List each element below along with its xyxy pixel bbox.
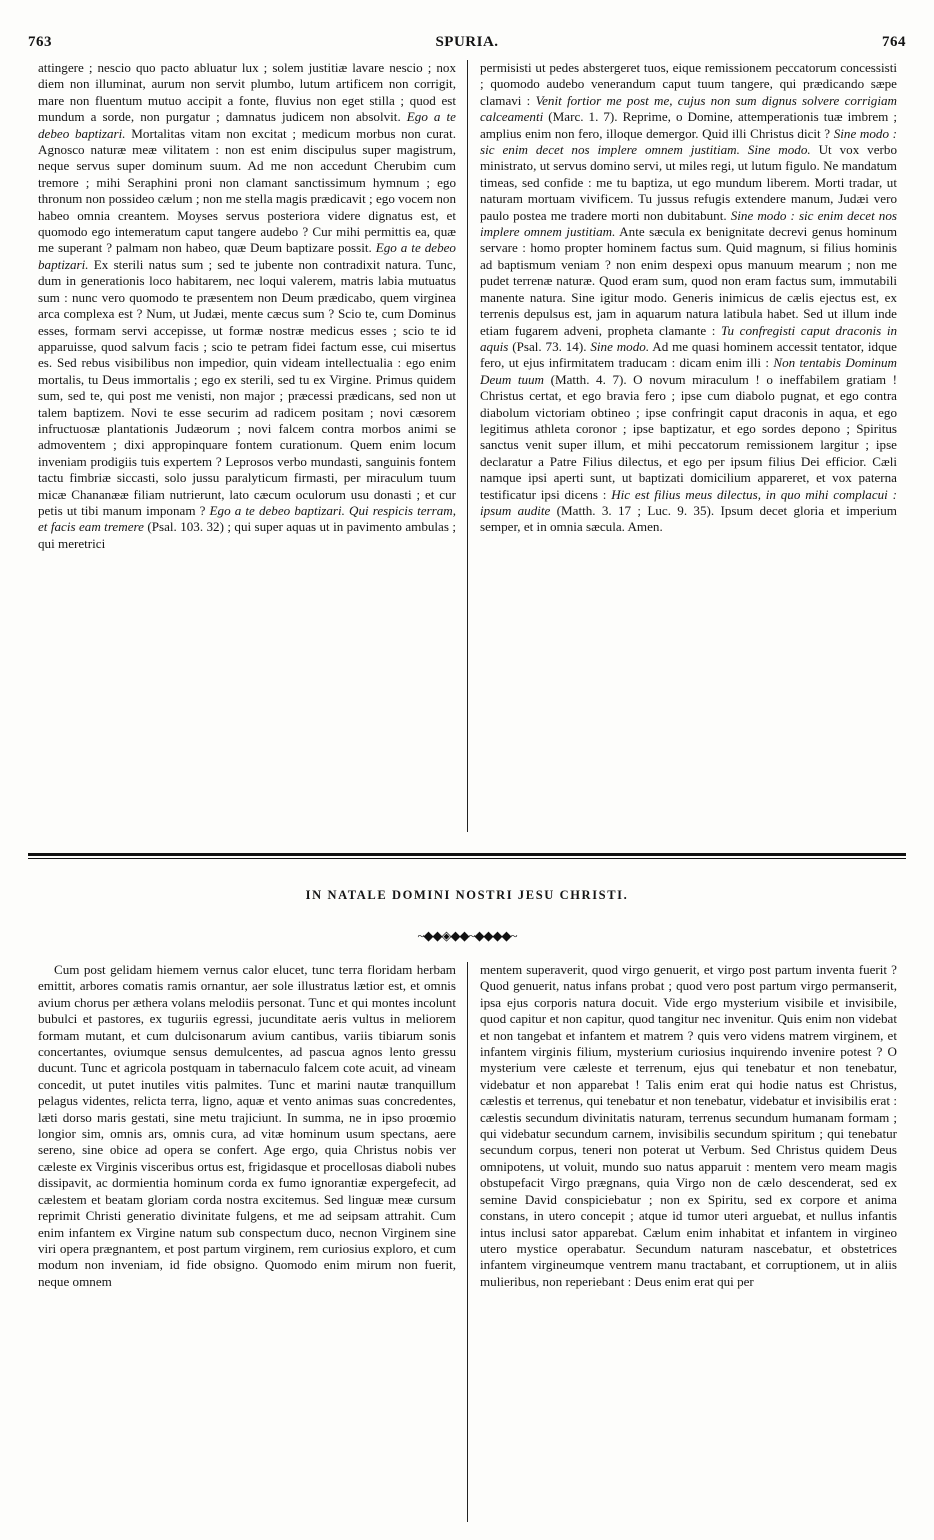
scripture-quote: Sine modo. <box>586 338 650 354</box>
body-text: Ad me quasi hominem accessit tentator, idque fero, ut ejus infirmitatem traducam : dicam enim illi : <box>480 338 897 371</box>
body-text: Ut vox verbo ministrato, ut servus domino servi, ut miles regi, ut lutum figulo. Ne mandatum timeas, sed confide : me tu baptiza, ut ego mundum liberem. Morti tradar, ut naturam mortuam vivificem. Tu jussus refugis extendere manum, Judæi vero paulo postea me tradere morti non dubitabunt. <box>480 142 897 223</box>
scripture-quote: Ego a te debeo baptizari. Qui respicis terram, et facis eam tremere <box>38 502 456 535</box>
decorative-ornament-icon: ~◆◆◈◆◆~◆◆◆◆~ <box>417 928 517 943</box>
running-title: SPURIA. <box>435 34 499 50</box>
column-bottom-left <box>38 962 456 1522</box>
scripture-quote: Sine modo : sic enim decet nos implere omnem justitiam. Sine modo. <box>480 125 897 158</box>
section-rule-thin <box>28 858 906 859</box>
citation: (Matth. 3. 17 ; Luc. 9. 35). <box>550 502 715 518</box>
scripture-quote: Venit fortior me post me, cujus non sum dignus solvere corrigiam calceamenti <box>480 92 897 125</box>
paragraph <box>38 60 456 552</box>
section-title: IN NATALE DOMINI NOSTRI JESU CHRISTI. <box>305 888 629 902</box>
paragraph: mentem superaverit, quod virgo genuerit, et virgo post partum inventa fuerit ? Quod genuerit, natus infans probat ; quod vero post partum virgo permanserit, ipsa ejus corporis natura docuit. Vide ergo mysterium visibile et invisibile, quod capitur et non capitur, quod tangitur nec invenitur. Quis enim non videbat et non tangebat et infantem et matrem ? quis vero videns matrem virginem, et infantem virginis filium, mysterium curiosius inquirendo invenire potest ? O mysterium vere cæleste et terrenum, ejus qui tenebatur et non tenebatur, videbatur et non apparebat ! Talis enim erat qui hodie natus est Christus, cælestis et terrenus, qui tenebatur et non tenebatur, videbatur et invisibilis erat : cælestis secundum divinitatis naturam, terrenus secundum humanam formam ; qui videbatur secundum carnem, invisibilis secundum spiritum ; qui tenebatur secundum corpus, teneri non poterat ut Verbum. Sed Christus quidem Deus omnipotens, ut voluit, mundo suo natus apparuit : mentem vero meam magis obstupefacit Virgo prægnans, quia Virgo non de cælo descenderat, sed ex semine David conspiciebatur ; non ex Spiritu, sed ex corpore et anima constans, in utero concepit ; atque id tumor uteri arguebat, et nullus infantis intus inclusi sator apparebat. Cælum enim inhabitat et infantem in virgineo utero mystice operabatur. Secundum naturam nascebatur, et obstetrices infantem virgineumque ventrem manu tractabant, et corruptionem, ut in aliis mulieribus, non reperiebant : Deus enim erat qui per <box>480 962 897 1289</box>
column-divider <box>467 962 468 1522</box>
scripture-quote: Ego a te debeo baptizari. <box>38 109 456 141</box>
scripture-quote: Tu confregisti caput draconis in aquis <box>480 322 897 354</box>
body-text: permisisti ut pedes abstergeret tuos, eique remissionem peccatorum concessisti ; quomodo audebo venerandum caput tuum tangere, qui prædicando sæpe clamavi : <box>480 60 897 108</box>
paragraph <box>480 60 897 536</box>
scripture-quote: Non tentabis Dominum Deum tuum <box>480 355 897 387</box>
column-top-right <box>480 60 897 835</box>
section-rule-thick <box>28 853 906 856</box>
body-text: O novum miraculum ! o ineffabilem gratiam ! Christus certat, et ego bravia fero ; ipse cum diabolo pugnat, et ego contra diabolum victoriam obtineo ; ipse confringit caput draconis in aqua, et ego legitimus athleta coronor ; ipse baptizatur, et ego sordes depono ; Spiritus sanctus venit super illum, et mihi peccatorum remissionem largitur ; ipse declaratur a Patre Filius dilectus, et ego per ipsum filius Dei efficior. Cæli namque ipsi aperti sunt, ut baptizati domicilium appareret, et vox paterna testificatur ipsi dicens : <box>480 371 897 502</box>
body-text: Mortalitas vitam non excitat ; medicum morbus non curat. Agnosco naturæ meæ vilitatem : non est enim discipulus super magistrum, neque servus super dominum suum. Ad me non accedunt Cherubim cum tremore ; mihi Seraphini proni non clamant sanctissimum hymnum ; ego thronum non possideo cælum ; non me stella magis prædicavit ; ego vocem non habeo omnia creantem. Moyses servus posteriora videre dignatus est, et quomodo ego intemeratum caput tangere audebo ? Cur mihi permittis ea, quæ me superant ? palmam non habeo, quæ Deum baptizare possit. <box>38 125 456 256</box>
column-top-left <box>38 60 456 835</box>
column-bottom-right <box>480 962 897 1522</box>
paragraph: Cum post gelidam hiemem vernus calor elucet, tunc terra floridam herbam emittit, arbores comatis ramis ornantur, aer sole illustratus lætior est, et omnis avium chorus per æthera volans melodiis personat. Tunc et qui montes incolunt bubulci et pastores, ex tuguriis egressi, jucunditate aeris vultus in meliorem formam mutant, et cum dulcisonarum avium cantibus, variis tibiarum sonis concertantes, oviumque sensus demulcentes, ad pascua agnos lento gressu ducunt. Tunc et agricola postquam in tabernaculo falcem cote acuit, ad vineam concedit, ut putet inutiles vitis palmites. Tunc et marini nautæ tranquillum pelagus videntes, relicta terra, ligno, aquæ et vento animas suas concredentes, læti dorso maris gestati, sine metu trajiciunt. In summa, ne in ipso proœmio longior sim, omnis ars, omnis cura, ad vitæ hominum usum spectans, aere sereno, sine obice ad opera se confert. Age ergo, quia Christus nobis ver cæleste ex Virginis visceribus ortus est, frigidasque et procellosas diaboli nubes dissipavit, ac dormientia hominum corda ex fumo ignorantiæ expergefecit, ad cælestem et beatam gloriam corda nostra excitemus. Sed linguæ meæ cursum reprimit Christi generatio divinitate fulgens, et me ad seipsam attrahit. Cum enim infantem ex Virgine natum sub conspectum duco, necnon Virginem sine viri opera prægnantem, et post partum virginem, rem curiosius exploro, et cum modum non inveniam, id fide obsigno. Quomodo enim mirum non fuerit, neque omnem <box>38 962 456 1289</box>
body-text: attingere ; nescio quo pacto abluatur lux ; solem justitiæ lavare nescio ; nox diem non illuminat, aurum non servit plumbo, lutum artificem non corrigit, mare non fluentum mutuo accipit a fonte, fluvius non eget stilla ; quod est mundum a sorde, non purgatur ; damnatus judicem non absolvit. <box>38 60 456 125</box>
citation: (Matth. 4. 7). <box>544 371 627 387</box>
page-number-right: 764 <box>882 34 906 50</box>
citation: (Marc. 1. 7). <box>543 109 618 125</box>
citation: (Psal. 73. 14). <box>508 338 587 354</box>
page-header <box>28 34 906 56</box>
column-divider <box>467 60 468 832</box>
body-text: Ex sterili natus sum ; sed te jubente non contradixit natura. Tunc, dum in generationis loco habitarem, nec loqui valerem, matris labia mutuatus sum : nunc vero quomodo te præsentem non Deum prædicabo, quem virginea arca complexa est ? Num, ut Judæi, mente cæcus sum ? Scio te, cum Dominus esses, formam servi accepisse, ut formæ nostræ medicus esses ; scio te id apparuisse, quod salvum facis ; scio te petram fidei factum esse, cui misertus es. Sed rebus visibilibus non impedior, quin videam intellectualia : ego enim mortalis, tu Deus immortalis ; ego ex sterili, sed tu ex Virgine. Primus quidem sum, sed te, qui post me venisti, non major ; præcessi prædicans, sed non ut talem baptizem. Novi te esse securim ad radicem positam ; novi cæsorem infructuosæ plantationis Judæorum ; novi falcem contra morbos animi se admoventem ; dixi appropinquare fontem curationum. Quem enim locum inveniam prodigiis tuis expertem ? Leprosos verbo mundasti, sanguinis fontem tactu fimbriæ siccasti, solo jussu paralyticum firmasti, per miraculum tuum micæ Chananææ filiam nutrierunt, lato cæcum oculorum usu donasti ; et cur petis ut tibi manum imponam ? <box>38 256 456 518</box>
page-number-left: 763 <box>28 34 52 50</box>
scripture-quote: Sine modo : sic enim decet nos implere omnem justitiam. <box>480 207 897 240</box>
scripture-quote: Ego a te debeo baptizari. <box>38 240 456 272</box>
scripture-quote: Hic est filius meus dilectus, in quo mihi complacui : ipsum audite <box>480 486 897 518</box>
body-text: Ipsum decet gloria et imperium semper, et in omnia sæcula. Amen. <box>480 502 897 535</box>
body-text: ; qui super aquas ut in pavimento ambulas ; qui meretrici <box>38 519 456 551</box>
body-text: Ante sæcula ex benignitate decrevi genus hominum servare : homo propter hominem factus sum. Quid magnum, si filius hominis ad baptismum veniam ? non enim despexi opus manuum mearum ; non me pudet terrenæ naturæ. Quod eram sum, quod non eram factus sum, immutabili manente natura. Sine igitur modo. Generis inimicus de cælis ejectus est, ex terrenis depulsus est, jam in aquarum natura latibula habet. Sed ut illum inde etiam fugarem adveni, propheta clamante : <box>480 224 897 338</box>
body-text: Reprime, o Domine, attemperationis tuæ imbrem ; amplius enim non fero, illoque demergor. Quid illi Christus dicit ? <box>480 109 897 141</box>
citation: (Psal. 103. 32) <box>143 519 224 535</box>
